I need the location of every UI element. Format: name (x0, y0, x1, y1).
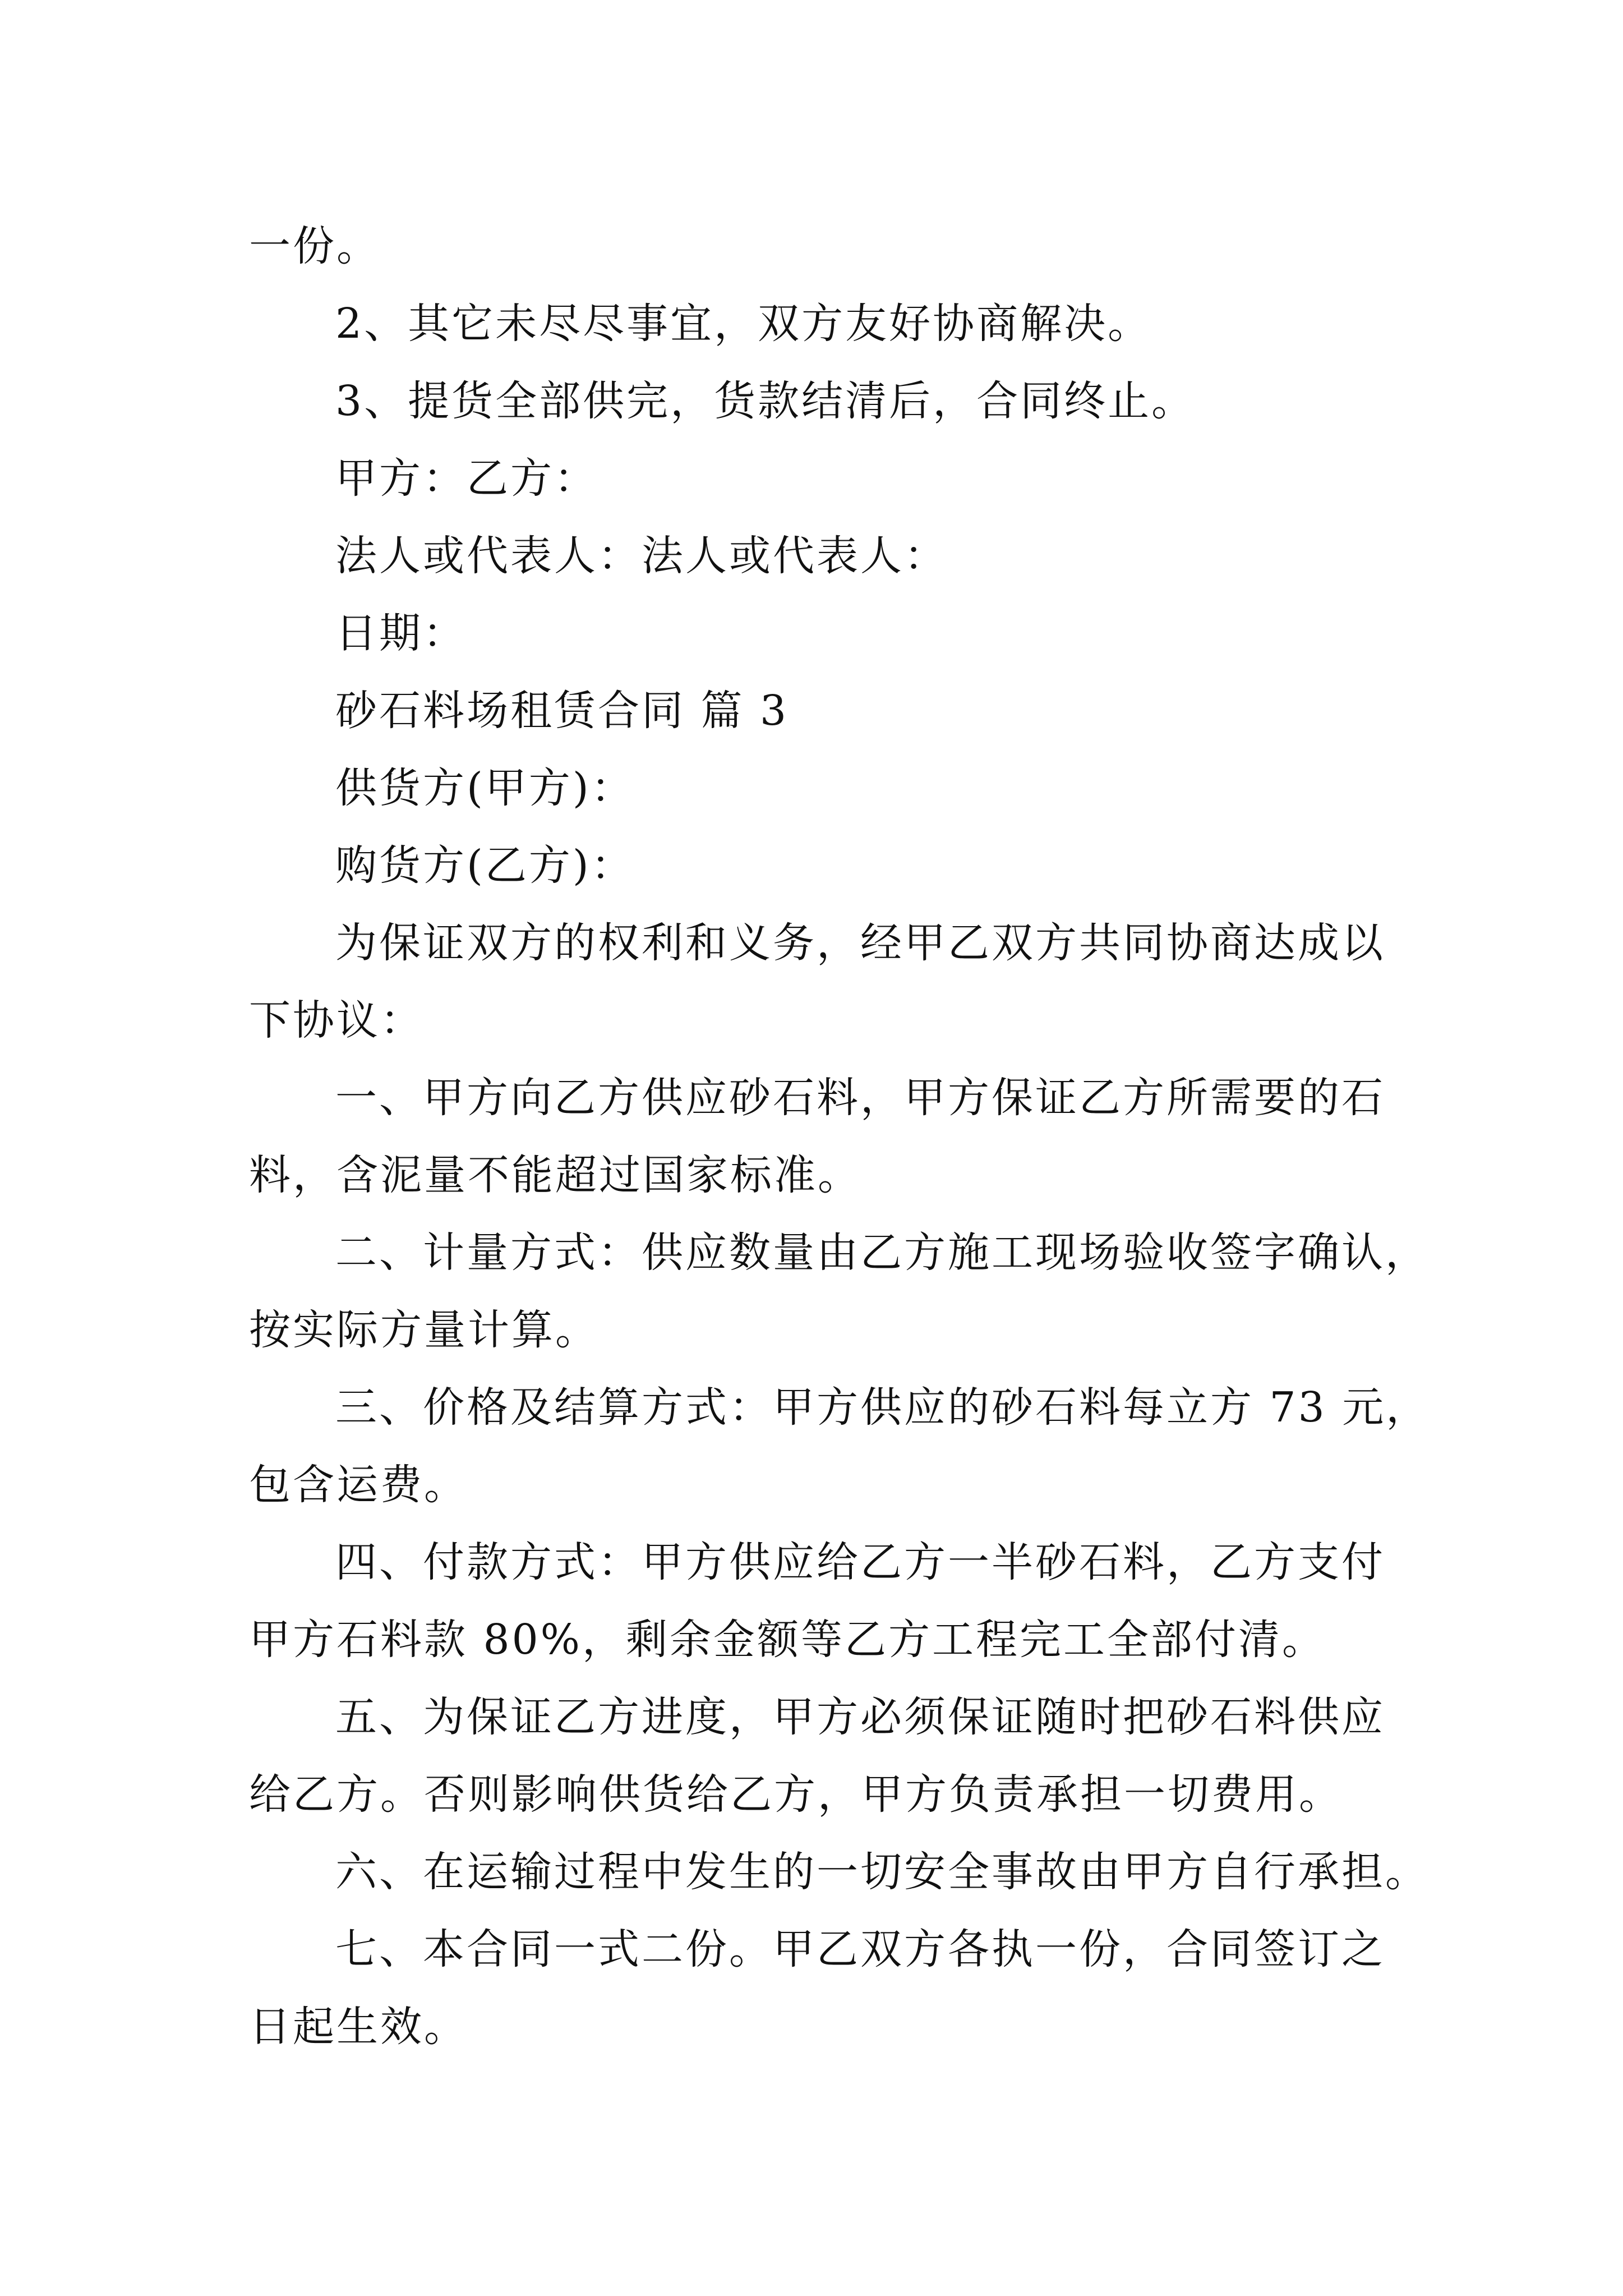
clause-line: 料，含泥量不能超过国家标准。 (249, 1151, 861, 1199)
text-line: 3、提货全部供完，货款结清后，合同终止。 (335, 377, 1196, 425)
clause-line: 五、为保证乙方进度，甲方必须保证随时把砂石料供应 (335, 1693, 1385, 1741)
clause-line: 给乙方。否则影响供货给乙方，甲方负责承担一切费用。 (249, 1770, 1343, 1819)
clause-line: 六、在运输过程中发生的一切安全事故由甲方自行承担。 (335, 1848, 1429, 1896)
clause-line: 七、本合同一式二份。甲乙双方各执一份，合同签订之 (335, 1925, 1385, 1973)
purchaser-line: 购货方(乙方)： (335, 841, 635, 890)
signature-parties-line: 甲方：乙方： (335, 454, 598, 503)
clause-line: 日起生效。 (249, 2003, 468, 2051)
signature-date-line: 日期： (335, 609, 467, 657)
text-line: 为保证双方的权利和义务，经甲乙双方共同协商达成以 (335, 919, 1385, 967)
supplier-line: 供货方(甲方)： (335, 764, 635, 812)
section-heading: 砂石料场租赁合同 篇 3 (335, 687, 789, 735)
clause-line: 甲方石料款 80%，剩余金额等乙方工程完工全部付清。 (249, 1616, 1326, 1664)
clause-line: 二、计量方式：供应数量由乙方施工现场验收签字确认， (335, 1228, 1429, 1277)
clause-line: 一、甲方向乙方供应砂石料，甲方保证乙方所需要的石 (335, 1074, 1385, 1122)
contract-text (249, 208, 1430, 2065)
text-line: 下协议： (249, 996, 424, 1045)
clause-line: 四、付款方式：甲方供应给乙方一半砂石料，乙方支付 (335, 1538, 1385, 1586)
clause-line: 按实际方量计算。 (249, 1306, 599, 1354)
text-line: 2、其它未尽尽事宜，双方友好协商解决。 (335, 300, 1152, 348)
clause-line: 三、价格及结算方式：甲方供应的砂石料每立方 73 元， (335, 1383, 1430, 1432)
text-line: 一份。 (249, 222, 380, 270)
signature-representatives-line: 法人或代表人：法人或代表人： (335, 532, 948, 580)
clause-line: 包含运费。 (249, 1461, 468, 1509)
